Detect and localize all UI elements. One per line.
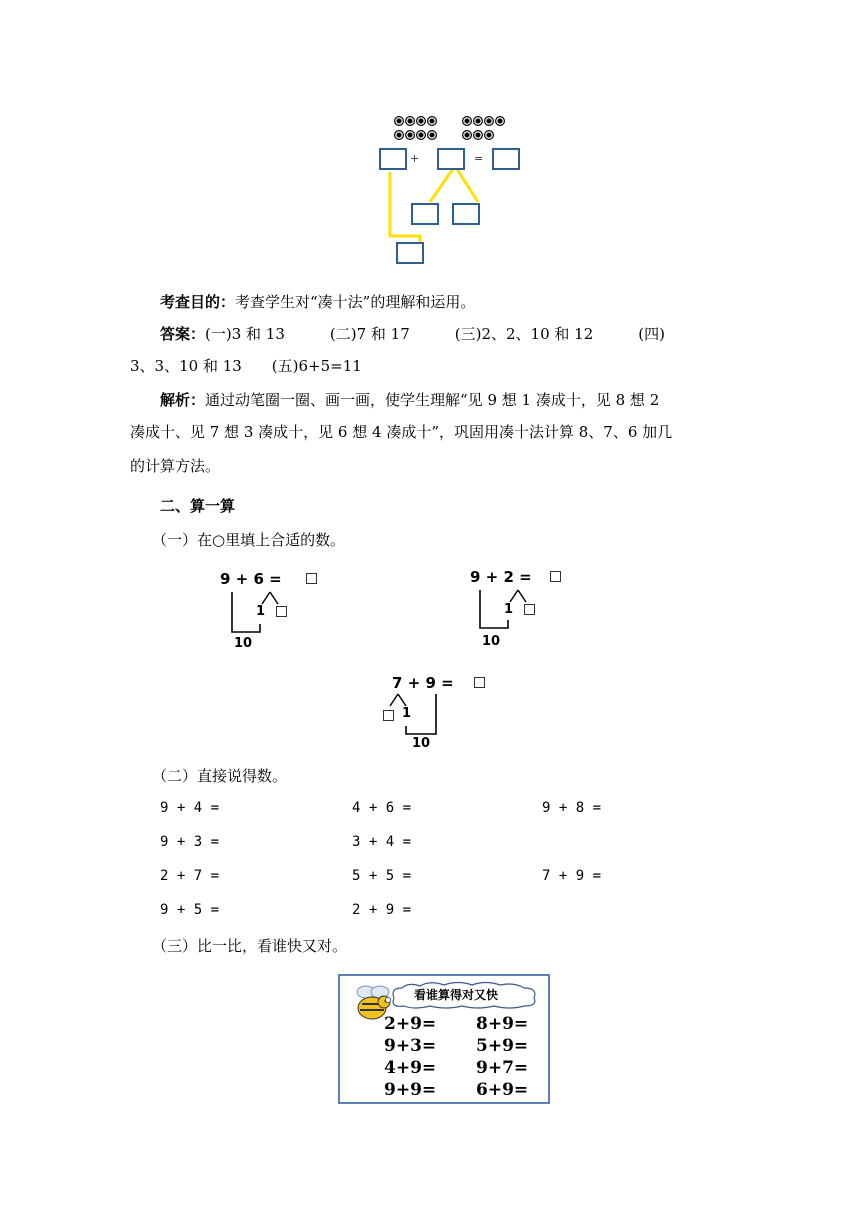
oral-item: 7 + 9 = — [542, 868, 602, 884]
oral-item: 9 + 3 = — [160, 834, 220, 850]
split-1-part: 1 — [256, 604, 266, 619]
analysis-line-1 — [160, 390, 659, 410]
part-3-instruction: （三）比一比，看谁快又对。 — [152, 937, 348, 955]
oral-item: 2 + 9 = — [352, 902, 412, 918]
soccer-ball-icon — [462, 116, 472, 126]
card-equation: 2+9= — [384, 1014, 437, 1034]
split-2-part: 1 — [504, 602, 514, 617]
analysis-label: 解析： — [160, 391, 206, 409]
split-1-ten: 10 — [234, 636, 253, 651]
analysis-line-2: 凑成十、见 7 想 3 凑成十，见 6 想 4 凑成十”，巩固用凑十法计算 8、7、6 加几 — [130, 423, 673, 441]
split-3-part: 1 — [402, 706, 412, 721]
oral-item: 9 + 4 = — [160, 800, 220, 816]
card-equation: 9+9= — [384, 1080, 437, 1100]
split-2-answer-box[interactable] — [550, 571, 561, 582]
card-title: 看谁算得对又快 — [414, 988, 499, 1002]
split-2-ten: 10 — [482, 634, 501, 649]
split-3-part-box[interactable] — [383, 710, 394, 721]
purpose-paragraph — [160, 292, 475, 312]
soccer-ball-icon — [394, 130, 404, 140]
oral-item: 9 + 5 = — [160, 902, 220, 918]
answer-line-2: 3、3、10 和 13 (五)6+5=11 — [130, 357, 362, 375]
soccer-ball-icon — [473, 116, 483, 126]
oral-item: 2 + 7 = — [160, 868, 220, 884]
soccer-ball-icon — [462, 130, 472, 140]
card-equation: 5+9= — [476, 1036, 529, 1056]
card-equation: 4+9= — [384, 1058, 437, 1078]
answer-box-ten[interactable] — [396, 242, 424, 264]
split-2-part-box[interactable] — [524, 604, 535, 615]
answer-box-split-1[interactable] — [411, 203, 439, 225]
section-2-title: 二、算一算 — [160, 497, 236, 515]
answer-box-split-2[interactable] — [452, 203, 480, 225]
part-2-instruction: （二）直接说得数。 — [152, 767, 288, 785]
purpose-text: 考查学生对“凑十法”的理解和运用。 — [235, 293, 476, 311]
soccer-ball-icon — [427, 116, 437, 126]
split-expr-3: 7 + 9 = — [392, 674, 454, 692]
soccer-ball-icon — [427, 130, 437, 140]
soccer-ball-icon — [405, 116, 415, 126]
oral-item: 9 + 8 = — [542, 800, 602, 816]
speed-quiz-card — [338, 974, 550, 1104]
oral-item: 5 + 5 = — [352, 868, 412, 884]
answer-box-addend-2[interactable] — [437, 148, 465, 170]
answer-text-1: (一)3 和 13 (二)7 和 17 (三)2、2、10 和 12 (四) — [205, 325, 665, 343]
answer-box-addend-1[interactable] — [379, 148, 407, 170]
answer-box-sum[interactable] — [492, 148, 520, 170]
soccer-ball-icon — [495, 116, 505, 126]
split-1-part-box[interactable] — [276, 606, 287, 617]
plus-sign: + — [410, 152, 420, 165]
card-equation: 8+9= — [476, 1014, 529, 1034]
oral-item: 3 + 4 = — [352, 834, 412, 850]
card-equation: 9+7= — [476, 1058, 529, 1078]
split-3-answer-box[interactable] — [474, 677, 485, 688]
soccer-ball-icon — [416, 130, 426, 140]
split-1-answer-box[interactable] — [306, 573, 317, 584]
oral-item: 4 + 6 = — [352, 800, 412, 816]
equals-sign: = — [474, 152, 484, 165]
soccer-ball-icon — [405, 130, 415, 140]
card-equation: 9+3= — [384, 1036, 437, 1056]
soccer-ball-icon — [394, 116, 404, 126]
card-equation: 6+9= — [476, 1080, 529, 1100]
purpose-label: 考查目的： — [160, 293, 236, 311]
soccer-ball-icon — [484, 116, 494, 126]
soccer-ball-icon — [416, 116, 426, 126]
split-3-ten: 10 — [412, 736, 431, 751]
part-1-instruction: （一）在○里填上合适的数。 — [152, 531, 346, 549]
split-expr-1: 9 + 6 = — [220, 570, 282, 588]
answer-line-1 — [160, 324, 665, 344]
analysis-text-1: 通过动笔圈一圈、画一画，使学生理解“见 9 想 1 凑成十，见 8 想 2 — [205, 391, 660, 409]
soccer-ball-icon — [473, 130, 483, 140]
answer-label: 答案： — [160, 325, 206, 343]
split-expr-2: 9 + 2 = — [470, 568, 532, 586]
analysis-line-3: 的计算方法。 — [130, 457, 221, 475]
soccer-ball-icon — [484, 130, 494, 140]
